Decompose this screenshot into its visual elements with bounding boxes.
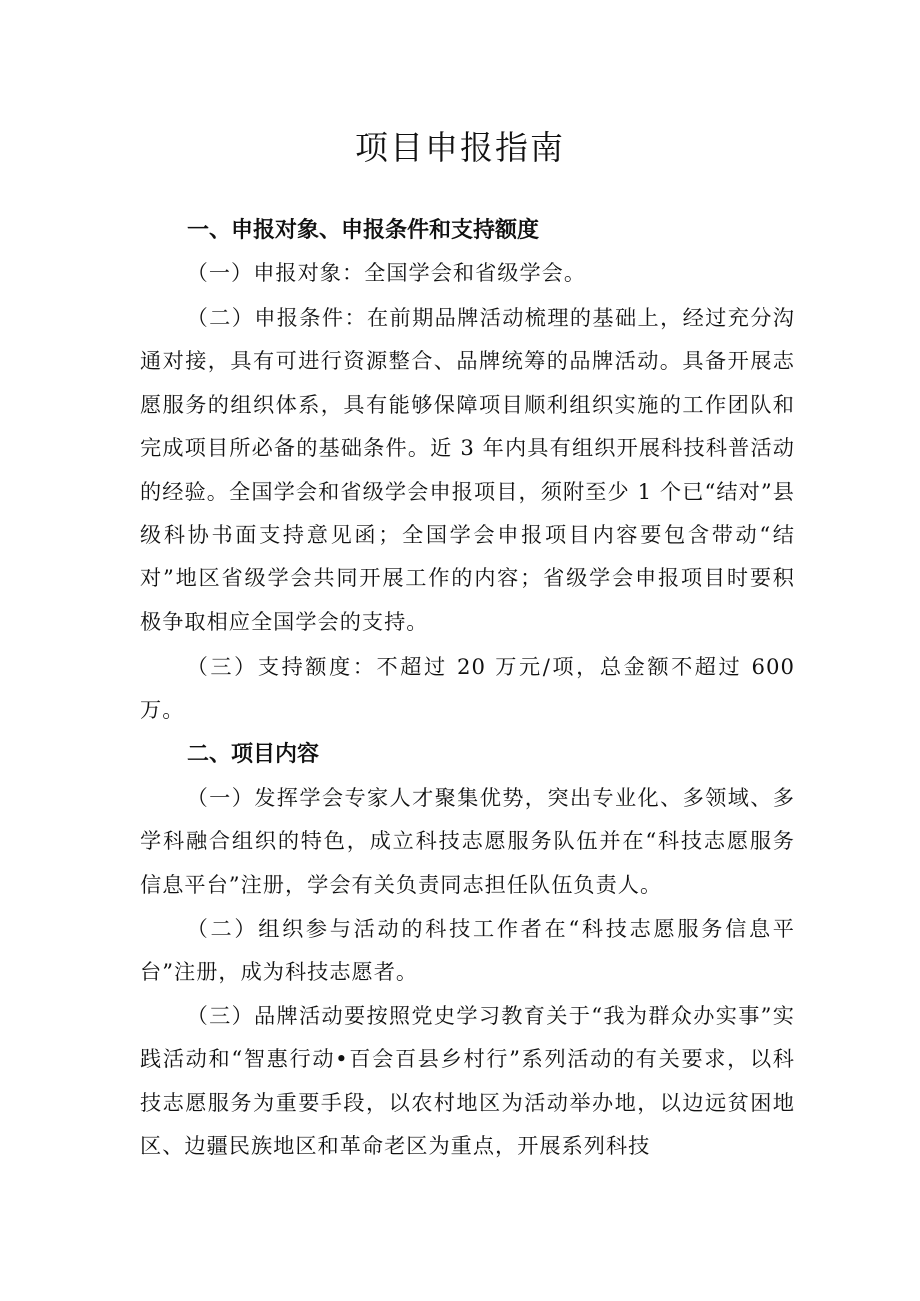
paragraph-funding: （三）支持额度：不超过 20 万元/项，总金额不超过 600 万。 <box>140 654 795 723</box>
paragraph-conditions: （二）申报条件：在前期品牌活动梳理的基础上，经过充分沟通对接，具有可进行资源整合、品牌统筹的品牌活动。具备开展志愿服务的组织体系，具有能够保障项目顺利组织实施的工作团队和完成项目所必备的基础条件。近 3 年内具有组织开展科技科普活动的经验。全国学会和省级学会申报项目，须附至少 1 个已“结对”县级科协书面支持意见函；全国学会申报项目内容要包含带动“结对”地区省级学会共同开展工作的内容；省级学会申报项目时要积极争取相应全国学会的支持。 <box>140 305 795 634</box>
document-title: 项目申报指南 <box>355 128 565 167</box>
section-heading-2: 二、项目内容 <box>187 742 320 767</box>
paragraph-content-3: （三）品牌活动要按照党史学习教育关于“我为群众办实事”实践活动和“智惠行动•百会百县乡村行”系列活动的有关要求，以科技志愿服务为重要手段，以农村地区为活动举办地，以边远贫困地区、边疆民族地区和革命老区为重点，开展系列科技 <box>140 1003 795 1159</box>
paragraph-content-2: （二）组织参与活动的科技工作者在“科技志愿服务信息平台”注册，成为科技志愿者。 <box>140 916 795 985</box>
paragraph-content-1: （一）发挥学会专家人才聚集优势，突出专业化、多领域、多学科融合组织的特色，成立科技志愿服务队伍并在“科技志愿服务信息平台”注册，学会有关负责同志担任队伍负责人。 <box>140 785 795 897</box>
paragraph-applicants: （一）申报对象：全国学会和省级学会。 <box>186 260 587 285</box>
section-heading-1: 一、申报对象、申报条件和支持额度 <box>187 218 540 243</box>
